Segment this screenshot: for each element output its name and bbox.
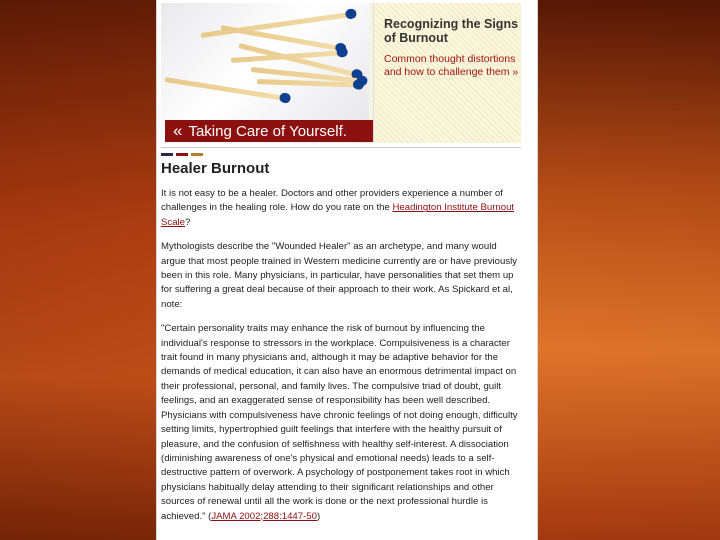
chevron-left-icon: « [173, 121, 183, 140]
paragraph-intro: It is not easy to be a healer. Doctors and other providers experience a number of challenges in the healing role. How do you rate on the Headington Institute Burnout Scale? [161, 188, 515, 228]
background-left [0, 0, 160, 540]
article [161, 160, 521, 534]
background-right [536, 0, 720, 540]
burnout-signs-title: Recognizing the Signs of Burnout [384, 17, 519, 45]
header-banner [161, 3, 521, 143]
paragraph-quote: "Certain personality traits may enhance the risk of burnout by influencing the individual's response to stressors in the workplace. Compulsiveness is a character trait found in many physicians and, although it may be adaptive behavior for the demands of medical education, it can also have an enormous detrimental impact on their professional, personal, and family lives. The compulsive triad of doubt, guilt feelings, and an exaggerated sense of responsibility has been well described. Physicians with compulsiveness have chronic feelings of not doing enough, difficulty setting limits, hypertrophied guilt feelings that interfere with the healthy pursuit of pleasure, and the confusion of selfishness with healthy self-interest. A dissociation (diminishing awareness of one's physical and emotional needs) leads to a self-destructive pattern of overwork. A psychology of postponement takes root in which physicians habitually delay attending to their significant relationships and other sources of renewal until all the work is done or the next professional hurdle is achieved." (JAMA 2002;288:1447-50) [161, 323, 518, 522]
jama-citation-link[interactable]: JAMA 2002;288:1447-50 [211, 510, 317, 522]
thought-distortions-link[interactable]: Common thought distortions and how to challenge them » [384, 53, 519, 78]
paragraph-wounded-healer: Mythologists describe the "Wounded Healer" as an archetype, and many would argue that most people trained in Western medicine currently are or have previously been in this role. Many physicians, in particular, have personalities that set them up for suffering a great deal because of their approach to their work. As Spickard et al, note: [161, 241, 518, 310]
taking-care-link[interactable] [165, 120, 373, 142]
burnout-scale-link[interactable]: Headington Institute Burnout Scale [161, 202, 515, 228]
header-divider [161, 147, 521, 148]
taking-care-label: Taking Care of Yourself. [188, 123, 347, 140]
burnout-signs-panel[interactable] [373, 3, 521, 143]
web-page [156, 0, 538, 540]
article-title: Healer Burnout [161, 160, 270, 177]
